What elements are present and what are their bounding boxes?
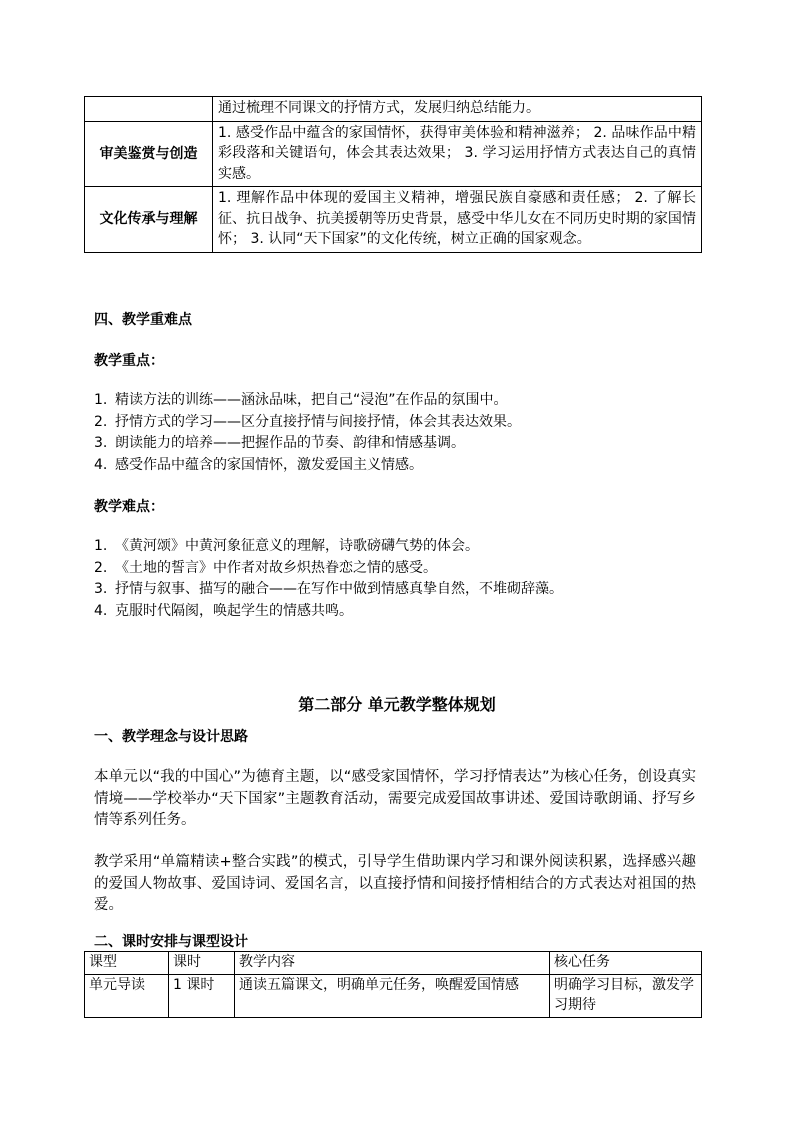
difficult-points-list: [94, 536, 563, 622]
list-item: 3. 抒情与叙事、描写的融合——在写作中做到情感真挚自然，不堆砌辞藻。: [94, 581, 563, 597]
key-points-list: [94, 390, 521, 476]
table-row: [85, 974, 702, 1017]
table-cell: 1 课时: [169, 974, 235, 1017]
table-cell: 明确学习目标，激发学习期待: [550, 974, 702, 1017]
section-heading: 一、教学理念与设计思路: [94, 729, 248, 745]
list-item: 4. 感受作品中蕴含的家国情怀，激发爱国主义情感。: [94, 456, 423, 473]
table-row: [85, 97, 702, 122]
key-points-label: 教学重点：: [94, 353, 164, 369]
section-heading: 二、课时安排与课型设计: [94, 934, 248, 950]
row-label: 审美鉴赏与创造: [85, 121, 213, 187]
section-heading: 四、教学重难点: [94, 312, 192, 328]
schedule-table: [84, 951, 702, 1018]
column-header: 课型: [85, 952, 169, 975]
table-header-row: [85, 952, 702, 975]
row-content: 1. 感受作品中蕴含的家国情怀，获得审美体验和精神滋养； 2. 品味作品中精彩段落和关键语句，体会其表达效果； 3. 学习运用抒情方式表达自己的真情实感。: [213, 121, 702, 187]
row-label: [85, 97, 213, 122]
difficult-points-label: 教学难点：: [94, 499, 164, 515]
column-header: 教学内容: [235, 952, 550, 975]
list-item: 1. 《黄河颂》中黄河象征意义的理解，诗歌磅礴气势的体会。: [94, 538, 479, 554]
list-item: 4. 克服时代隔阂，唤起学生的情感共鸣。: [94, 602, 353, 619]
table-cell: 通读五篇课文，明确单元任务，唤醒爱国情感: [235, 974, 550, 1017]
list-item: 2. 《土地的誓言》中作者对故乡炽热眷恋之情的感受。: [94, 559, 437, 576]
part-title: 第二部分 单元教学整体规划: [298, 695, 496, 714]
row-content: 1. 理解作品中体现的爱国主义精神，增强民族自豪感和责任感； 2. 了解长征、抗日战争、抗美援朝等历史背景，感受中华儿女在不同历史时期的家国情怀； 3. 认同“天下国家”的文化传统，树立正确的国家观念。: [213, 187, 702, 253]
list-item: 2. 抒情方式的学习——区分直接抒情与间接抒情，体会其表达效果。: [94, 413, 521, 430]
list-item: 1. 精读方法的训练——涵泳品味，把自己“浸泡”在作品的氛围中。: [94, 392, 508, 408]
row-label: 文化传承与理解: [85, 187, 213, 253]
list-item: 3. 朗读能力的培养——把握作品的节奏、韵律和情感基调。: [94, 435, 465, 451]
table-cell: 单元导读: [85, 974, 169, 1017]
table-row: [85, 187, 702, 253]
table-row: [85, 121, 702, 187]
paragraph: 教学采用“单篇精读+整合实践”的模式，引导学生借助课内学习和课外阅读积累，选择感兴趣的爱国人物故事、爱国诗词、爱国名言，以直接抒情和间接抒情相结合的方式表达对祖国的热爱。: [94, 854, 696, 913]
row-content: 通过梳理不同课文的抒情方式，发展归纳总结能力。: [213, 97, 702, 122]
paragraph: 本单元以“我的中国心”为德育主题，以“感受家国情怀，学习抒情表达”为核心任务，创设真实情境——学校举办“天下国家”主题教育活动，需要完成爱国故事讲述、爱国诗歌朗诵、抒写乡情等系列任务。: [94, 769, 696, 828]
column-header: 课时: [169, 952, 235, 975]
column-header: 核心任务: [550, 952, 702, 975]
core-literacy-table: [84, 96, 702, 253]
